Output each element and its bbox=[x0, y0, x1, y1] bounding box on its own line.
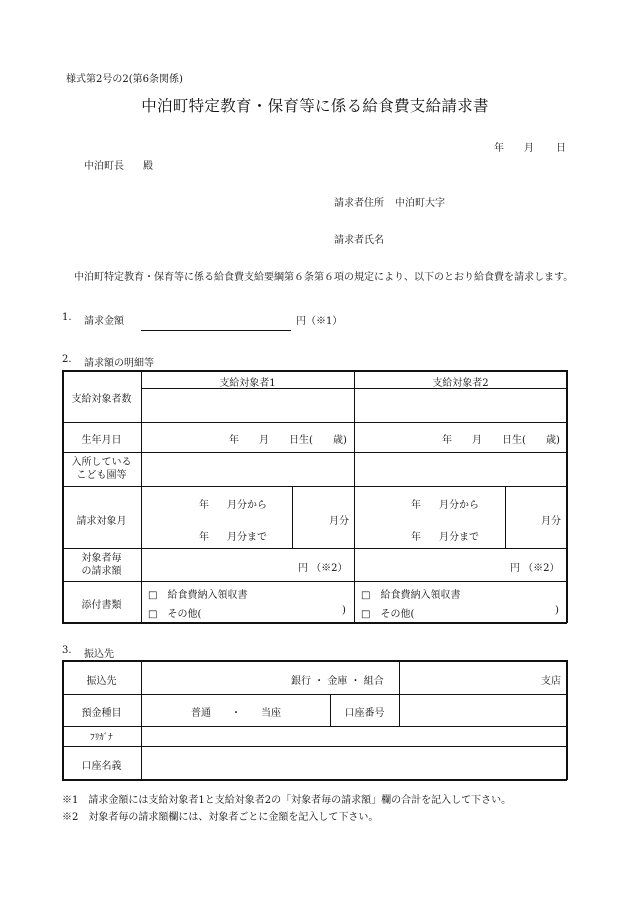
attach2-receipt-checkbox[interactable]: □ 給食費納入領収書 bbox=[361, 590, 461, 601]
row-label-facility-line1: 入所している bbox=[71, 457, 132, 468]
birth1-age-label: 歳) bbox=[333, 435, 347, 446]
row-label-furigana: ﾌﾘｶﾞﾅ bbox=[90, 733, 113, 743]
row-label-facility-line2: こども園等 bbox=[76, 470, 127, 481]
row-label-bank: 振込先 bbox=[86, 676, 117, 687]
row-label-amount-line2: の請求額 bbox=[81, 566, 122, 577]
period2-to-month: 月分まで bbox=[439, 532, 479, 543]
row-label-amount-line1: 対象者毎 bbox=[81, 553, 122, 564]
intro-text: 中泊町特定教育・保育等に係る給食費支給要綱第６条第６項の規定により、以下のとおり給食費を請求します。 bbox=[74, 272, 574, 283]
section1-label: 請求金額 bbox=[84, 316, 124, 327]
row-label-facility bbox=[62, 456, 141, 482]
date-day-label: 日 bbox=[556, 143, 566, 154]
column-subject-1: 支給対象者1 bbox=[219, 378, 276, 389]
attach1-other-checkbox[interactable]: □ その他( bbox=[148, 609, 202, 620]
row-label-birth: 生年月日 bbox=[81, 435, 122, 446]
period2-months: 月分 bbox=[541, 516, 561, 527]
birth1-month-label: 月 bbox=[259, 435, 269, 446]
account-number-input[interactable] bbox=[400, 695, 566, 726]
subject1-name-input[interactable] bbox=[142, 389, 354, 422]
account-holder-input[interactable] bbox=[142, 747, 566, 779]
bank-name-input[interactable] bbox=[142, 661, 290, 694]
section3-number: 3. bbox=[62, 645, 72, 656]
section2-number: 2. bbox=[62, 354, 72, 365]
date-month-label: 月 bbox=[524, 143, 534, 154]
addressee-name: 中泊町長 bbox=[84, 161, 124, 172]
period1-to-month: 月分まで bbox=[227, 532, 267, 543]
birth1-day-label: 日生( bbox=[289, 435, 313, 446]
note-2: ※2 対象者毎の請求額欄には、対象者ごとに金額を記入して下さい。 bbox=[62, 812, 379, 823]
amount-underline bbox=[141, 330, 291, 331]
attach1-close-paren: ) bbox=[342, 605, 346, 616]
amount-input[interactable] bbox=[141, 310, 291, 330]
amount2-unit: 円 （※2） bbox=[510, 563, 560, 574]
period2-from-month: 月分から bbox=[439, 500, 479, 511]
branch-label: 支店 bbox=[541, 676, 561, 687]
period2-to-year: 年 bbox=[411, 532, 421, 543]
birth1-year-label: 年 bbox=[229, 435, 239, 446]
section1-number: 1. bbox=[62, 312, 72, 323]
birth2-month-label: 月 bbox=[472, 435, 482, 446]
period2-from-year: 年 bbox=[411, 500, 421, 511]
subject2-name-input[interactable] bbox=[355, 389, 566, 422]
period1-to-year: 年 bbox=[199, 532, 209, 543]
row-label-account-holder: 口座名義 bbox=[81, 761, 122, 772]
period1-months: 月分 bbox=[329, 516, 349, 527]
birth2-day-label: 日生( bbox=[502, 435, 526, 446]
note-1: ※1 請求金額には支給対象者1と支給対象者2の「対象者毎の請求額」欄の合計を記入して下さい。 bbox=[62, 795, 512, 806]
section1-unit: 円（※1） bbox=[296, 316, 343, 327]
account-types[interactable]: 普通 ・ 当座 bbox=[191, 708, 281, 719]
row-label-period: 請求対象月 bbox=[76, 516, 127, 527]
period1-from-month: 月分から bbox=[227, 500, 267, 511]
date-year-label: 年 bbox=[494, 143, 504, 154]
birth2-age-label: 歳) bbox=[546, 435, 560, 446]
period1-from-year: 年 bbox=[199, 500, 209, 511]
bank-types: 銀行 ・ 金庫 ・ 組合 bbox=[291, 676, 384, 687]
row-label-subject: 支給対象者数 bbox=[71, 394, 132, 405]
row-label-account-type: 預金種目 bbox=[81, 708, 122, 719]
amount1-unit: 円 （※2） bbox=[298, 563, 348, 574]
facility2-input[interactable] bbox=[355, 453, 566, 486]
row-label-amount bbox=[62, 552, 141, 578]
account-number-label: 口座番号 bbox=[344, 708, 385, 719]
page-title: 中泊町特定教育・保育等に係る給食費支給請求書 bbox=[141, 97, 489, 115]
row-label-attachment: 添付書類 bbox=[81, 600, 122, 611]
attach2-close-paren: ) bbox=[555, 605, 559, 616]
column-subject-2: 支給対象者2 bbox=[432, 378, 489, 389]
applicant-address-value: 中泊町大字 bbox=[395, 198, 445, 209]
section3-label: 振込先 bbox=[84, 649, 114, 660]
furigana-input[interactable] bbox=[142, 727, 566, 746]
applicant-name-label: 請求者氏名 bbox=[334, 235, 384, 246]
form-number: 様式第2号の2(第6条関係) bbox=[66, 74, 183, 85]
branch-name-input[interactable] bbox=[400, 661, 538, 694]
birth2-year-label: 年 bbox=[442, 435, 452, 446]
section2-label: 請求額の明細等 bbox=[84, 358, 154, 369]
attach2-other-checkbox[interactable]: □ その他( bbox=[361, 609, 415, 620]
applicant-address-label: 請求者住所 bbox=[334, 198, 384, 209]
attach1-receipt-checkbox[interactable]: □ 給食費納入領収書 bbox=[148, 590, 248, 601]
facility1-input[interactable] bbox=[142, 453, 354, 486]
addressee-honorific: 殿 bbox=[143, 161, 153, 172]
